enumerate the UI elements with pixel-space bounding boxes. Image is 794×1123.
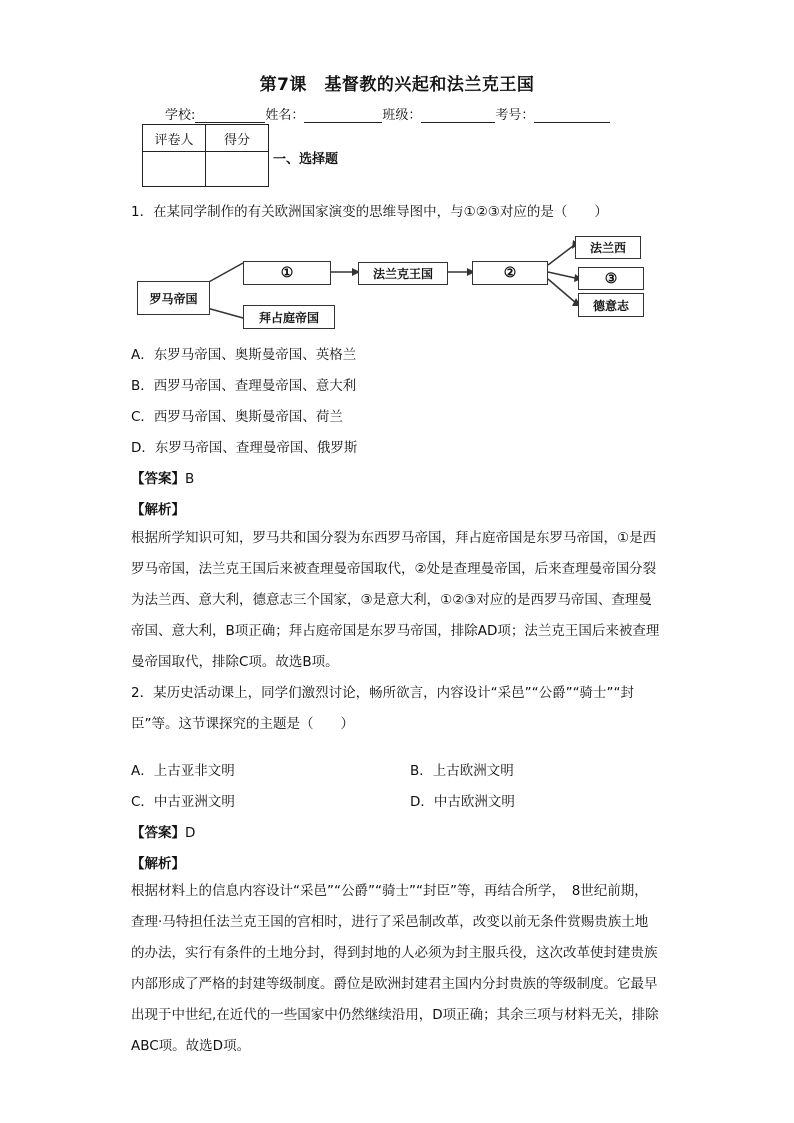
q1-analysis-label: 【解析】 [131,502,185,518]
q1-option-d: D．东罗马帝国、查理曼帝国、俄罗斯 [131,440,358,456]
name-label: 姓名： [265,108,305,123]
q1-stem: 1．在某同学制作的有关欧洲国家演变的思维导图中，与①②③对应的是（ ） [131,204,608,220]
exam-no-label: 考号： [495,108,535,123]
q2-stem: 2．某历史活动课上，同学们激烈讨论，畅所欲言，内容设计“采邑”“公爵”“骑士”“封臣”等。这节课探究的主题是（ ） [131,685,635,732]
q1-option-a: A．东罗马帝国、奥斯曼帝国、英格兰 [131,347,357,363]
class-label: 班级： [382,108,422,123]
node-roman-empire: 罗马帝国 [137,281,210,315]
q2-analysis-label: 【解析】 [131,856,185,872]
q1-option-c: C．西罗马帝国、奥斯曼帝国、荷兰 [131,409,343,425]
node-frankish-kingdom: 法兰克王国 [358,262,448,285]
q1-analysis-text: 根据所学知识可知，罗马共和国分裂为东西罗马帝国，拜占庭帝国是东罗马帝国，①是西罗马帝国，法兰克王国后来被查理曼帝国取代，②处是查理曼帝国，后来查理曼帝国分裂为法兰西、意大利，德意志三个国家，③是意大利，①②③对应的是西罗马帝国、查理曼帝国、意大利，B项正确；拜占庭帝国是东罗马帝国，排除AD项；法兰克王国后来被查理曼帝国取代，排除C项。故选B项。 [131,530,660,670]
q2-analysis-text: 根据材料上的信息内容设计“采邑”“公爵”“骑士”“封臣”等，再结合所学， 8世纪前期，查理·马特担任法兰克王国的宫相时，进行了采邑制改革，改变以前无条件赏赐贵族土地的办法，实行有条件的土地分封，得到封地的人必须为封主服兵役，这次改革使封建贵族内部形成了严格的封建等级制度。爵位是欧洲封建君主国内分封贵族的等级制度。它最早出现于中世纪,在近代的一些国家中仍然继续沿用，D项正确；其余三项与材料无关，排除ABC项。故选D项。 [131,883,659,1054]
q2-option-d: D．中古欧洲文明 [410,794,515,810]
mind-map-lines [0,0,794,340]
q2-option-b: B．上古欧洲文明 [410,763,514,779]
q1-answer-label: 【答案】 [131,471,185,487]
node-slot-3: ③ [578,267,644,290]
q1-answer [131,467,194,487]
page-title: 第7课 基督教的兴起和法兰克王国 [259,75,535,95]
q2-option-a: A．上古亚非文明 [131,763,235,779]
node-slot-1: ① [243,261,331,285]
score-header: 得分 [206,125,269,152]
node-byzantine-empire: 拜占庭帝国 [243,305,335,329]
node-germany: 德意志 [578,293,644,317]
q2-option-c: C．中古亚洲文明 [131,794,235,810]
node-france: 法兰西 [575,236,641,259]
q2-answer-value: D [185,825,196,841]
q1-option-b: B．西罗马帝国、查理曼帝国、意大利 [131,378,357,394]
section-title: 一、选择题 [273,152,339,167]
school-label: 学校: [165,108,196,123]
q2-answer [131,821,195,841]
grader-header: 评卷人 [143,125,206,152]
q1-answer-value: B [185,471,195,487]
q2-answer-label: 【答案】 [131,825,185,841]
node-slot-2: ② [472,261,548,285]
